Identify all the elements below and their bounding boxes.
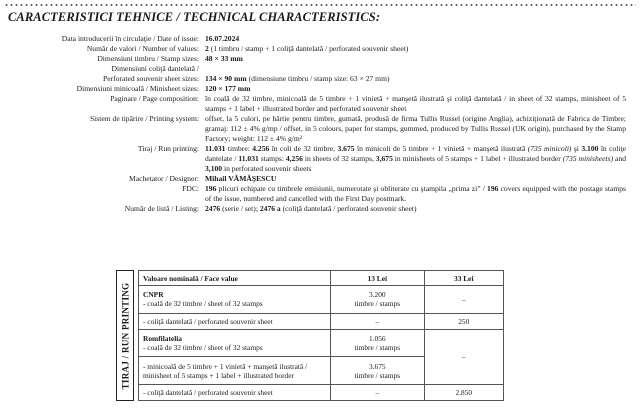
spec-value-bold: 134 × 90 mm [205,74,247,83]
spec-value: în coală de 32 timbre, minicoală de 5 timbre + 1 vinietă + manşetă ilustrată şi coliţă dantelată / in sheet of 32 stamps, minisheet of 5 stamps + 1 label + illustrated border and perforated souvenir sheet [205,94,626,113]
table-cell: 2.850 [424,385,503,401]
spec-row-sheet-size [0,74,640,84]
spec-label: Machetator / Designer: [128,174,199,183]
run-number: 4.256 [252,144,270,153]
table-cell [139,286,331,314]
spec-label: Tiraj / Run printing: [137,144,199,153]
spec-label: Paginare / Page composition: [110,94,199,103]
run-printing-side-title [116,270,134,401]
table-row-cnpr-souvenir [139,313,504,329]
run-printing-table-wrap [116,270,504,401]
run-text: in perforated souvenir sheets [222,164,312,173]
spec-value [205,44,640,54]
spec-value [205,204,640,214]
table-cell: – [331,313,425,329]
spec-value [205,84,640,94]
spec-value-text: plicuri echipate cu timbrele emisiunii, numerotate şi obliterate cu ştampila „prima zi” / [216,184,488,193]
dotted-divider [4,4,636,6]
spec-row-sheet-size-label [0,64,640,74]
run-text: în minicoli de 5 timbre + 1 vinietă + manşetă ilustrată [354,144,528,153]
run-number: 3,675 [375,154,393,163]
table-cell: - minicoală de 5 timbre + 1 vinietă + manşetă ilustrată / minisheet of 5 stamps + 1 label + illustrated border [139,357,331,385]
spec-label: Perforated souvenir sheet sizes: [103,74,199,83]
header-33-lei: 33 Lei [424,271,503,286]
row-label: - coală de 32 timbre / sheet of 32 stamps [143,299,263,309]
run-number: 3.100 [581,144,599,153]
spec-row-page-composition [0,94,640,114]
spec-value [205,34,640,44]
spec-row-values [0,44,640,54]
table-cell: 3.675 timbre / stamps [331,357,425,385]
run-number: 3,100 [205,164,223,173]
run-note: (735 minisheets) [562,154,614,163]
run-text: in sheets of 32 stamps, [302,154,376,163]
run-total: 11.031 [205,144,226,153]
spec-value: offset, la 5 culori, pe hârtie pentru timbre, gumată, produsă de firma Tullis Russel (origine Anglia), achiziţionată de Fabrica de Timbre; gramaj: 112 ± 4% g/mp / offset, in 5 colours, paper for stamps, gummed, produced by Tullis Russel (UK origin), purchased by the Stamp Factory; weight: 112 ± 4% g/m² [205,114,626,143]
spec-value-bold: 196 [487,184,499,193]
table-row-cnpr-sheet [139,286,504,314]
spec-value [205,144,640,174]
spec-value-bold: 2476 a [259,204,281,213]
run-text: and [613,154,626,163]
table-cell: 1.056 timbre / stamps [331,329,425,357]
spec-row-designer [0,174,640,184]
spec-value-bold: 2 [205,44,209,53]
spec-row-run-printing [0,144,640,174]
table-cell: - coliţă dantelată / perforated souvenir sheet [139,385,331,401]
spec-value-bold: 196 [205,184,217,193]
spec-label: Dimensiuni minicoală / Minisheet sizes: [76,84,199,93]
row-label: - coală de 32 timbre / sheet of 32 stamps [143,342,263,352]
table-cell: – [424,286,503,314]
cnpr-name: CNPR [143,290,164,300]
spec-value [205,74,640,84]
run-number: 3.675 [337,144,355,153]
spec-value-date: 16.07.2024 [205,34,240,43]
spec-label: Dimensiuni coliţă dantelată / [111,64,199,73]
run-note: (735 minicoli) [527,144,572,153]
run-text: stamps: [258,154,286,163]
spec-value [205,184,640,204]
table-cell: - coliţă dantelată / perforated souvenir sheet [139,313,331,329]
run-number: 4,256 [285,154,303,163]
header-13-lei: 13 Lei [331,271,425,286]
spec-value-text: (serie / set); [220,204,260,213]
spec-row-printing-system [0,114,640,144]
spec-value-text: covers equipped with the postage stamps of the issue, numbered and cancelled with the First Day postmark. [205,184,626,203]
table-cell: – [424,329,503,385]
spec-value [205,174,640,184]
spec-label: Sistem de tipărire / Printing system: [89,114,199,123]
run-text: în coliţe dantelate / [205,144,626,163]
spec-row-listing [0,204,640,214]
table-cell: 3.200 timbre / stamps [331,286,425,314]
spec-row-date [0,34,640,44]
table-header-row [139,271,504,286]
spec-value [205,64,640,74]
table-row-romfilatelia-sheet [139,329,504,357]
header-face-value: Valoare nominală / Face value [139,271,331,286]
spec-label: FDC: [182,184,199,193]
spec-label: Dimensiuni timbru / Stamp sizes: [97,54,199,63]
page-title: CARACTERISTICI TEHNICE / TECHNICAL CHARACTERISTICS: [8,10,381,24]
run-text: şi [571,144,582,153]
table-row-romfilatelia-souvenir [139,385,504,401]
run-total: 11.031 [238,154,259,163]
spec-row-stamp-size [0,54,640,64]
specs-list [0,34,640,214]
spec-label: Număr de valori / Number of values: [86,44,199,53]
spec-row-fdc [0,184,640,204]
spec-value-bold: 2476 [205,204,221,213]
table-cell: – [331,385,425,401]
side-title-text: TIRAJ / RUN PRINTING [120,282,131,389]
spec-label: Data introducerii în circulaţie / Date of issue: [61,34,199,43]
spec-value-bold: 120 × 177 mm [205,84,251,93]
romfilatelia-name: Romfilatelia [143,333,182,343]
designer-name: Mihail VĂMĂŞESCU [205,174,277,183]
spec-row-minisheet-size [0,84,640,94]
table-cell [139,329,331,357]
spec-value-bold: 48 × 33 mm [205,54,243,63]
run-printing-table [138,270,504,401]
spec-value [205,54,640,64]
spec-value-text: (coliţă dantelată / perforated souvenir sheet) [280,204,417,213]
table-cell: 250 [424,313,503,329]
run-text: timbre: [225,144,253,153]
spec-label: Număr de listă / Listing: [124,204,199,213]
run-text: in minisheets of 5 stamps + 1 label + illustrated border [392,154,563,163]
spec-value-text: (dimensiune timbru / stamp size: 63 × 27 mm) [246,74,390,83]
run-text: în coli de 32 timbre, [269,144,338,153]
spec-value-text: (1 timbru / stamp + 1 coliţă dantelată / perforated souvenir sheet) [208,44,409,53]
